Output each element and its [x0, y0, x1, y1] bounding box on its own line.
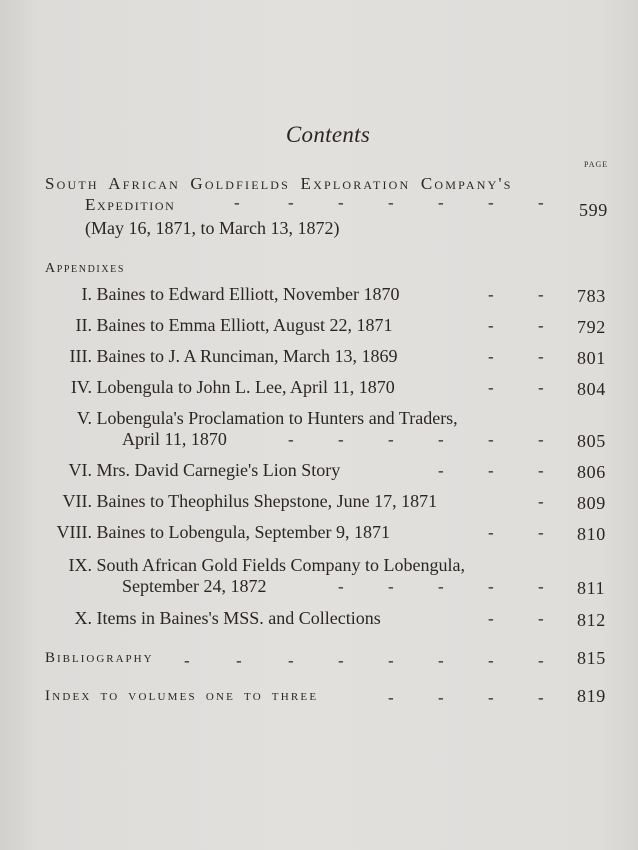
leader-dash: -: [538, 193, 544, 212]
leader-dash: -: [388, 430, 394, 449]
appendix-page: 806: [577, 462, 606, 482]
leader-dash: -: [488, 378, 494, 397]
appendix-entry: [10, 315, 393, 336]
appendix-title: Lobengula to John L. Lee, April 11, 1870: [96, 377, 395, 397]
leader-dash: -: [538, 316, 544, 335]
appendix-number: IV.: [70, 377, 92, 397]
appendix-number: VI.: [68, 460, 92, 480]
appendix-number: I.: [81, 284, 92, 304]
appendix-page: 801: [577, 348, 606, 368]
leader-dash: -: [538, 492, 544, 511]
appendix-title: Items in Baines's MSS. and Collections: [96, 608, 381, 628]
appendix-page: 805: [577, 431, 606, 451]
main-entry-line1: South African Goldfields Exploration Company's: [45, 174, 513, 193]
leader-dash: -: [488, 347, 494, 366]
leader-dash: -: [388, 193, 394, 212]
leader-dash: -: [438, 577, 444, 596]
appendix-page: 810: [577, 524, 606, 544]
appendix-title: Baines to Lobengula, September 9, 1871: [96, 522, 390, 542]
leader-dash: -: [488, 430, 494, 449]
leader-dash: -: [538, 651, 544, 670]
appendix-number: III.: [69, 346, 92, 366]
appendix-title: Baines to Emma Elliott, August 22, 1871: [96, 315, 393, 335]
appendix-page: 792: [577, 317, 606, 337]
leader-dash: -: [388, 688, 394, 707]
leader-dash: -: [388, 577, 394, 596]
page-column-label: PAGE: [584, 160, 609, 169]
appendix-entry: [10, 346, 397, 367]
leader-dash: -: [538, 688, 544, 707]
leader-dash: -: [538, 347, 544, 366]
leader-dash: -: [538, 523, 544, 542]
appendix-title: Baines to Edward Elliott, November 1870: [96, 284, 400, 304]
appendix-entry: [10, 491, 437, 512]
main-entry-page: 599: [579, 200, 608, 220]
leader-dash: -: [538, 609, 544, 628]
leader-dash: -: [438, 193, 444, 212]
appendix-title: Mrs. David Carnegie's Lion Story: [96, 460, 341, 480]
contents-title: Contents: [285, 122, 371, 147]
leader-dash: -: [438, 688, 444, 707]
leader-dash: -: [488, 577, 494, 596]
leader-dash: -: [488, 523, 494, 542]
leader-dash: -: [338, 651, 344, 670]
leader-dash: -: [438, 430, 444, 449]
leader-dash: -: [438, 461, 444, 480]
leader-dash: -: [488, 688, 494, 707]
leader-dash: -: [288, 651, 294, 670]
leader-dash: -: [488, 609, 494, 628]
appendix-number: VII.: [62, 491, 92, 511]
leader-dash: -: [488, 285, 494, 304]
appendix-title-continued: September 24, 1872: [122, 576, 267, 596]
leader-dash: -: [338, 193, 344, 212]
leader-dash: -: [288, 430, 294, 449]
appendix-entry: [10, 608, 381, 629]
leader-dash: -: [488, 461, 494, 480]
leader-dash: -: [488, 316, 494, 335]
appendix-number: V.: [76, 408, 92, 428]
leader-dash: -: [488, 651, 494, 670]
leader-dash: -: [438, 651, 444, 670]
appendix-entry: [10, 555, 465, 576]
leader-dash: -: [338, 577, 344, 596]
appendix-number: X.: [74, 608, 92, 628]
appendix-title: South African Gold Fields Company to Lobengula,: [96, 555, 465, 575]
leader-dash: -: [538, 461, 544, 480]
bibliography-label: Bibliography: [45, 650, 154, 666]
leader-dash: -: [234, 193, 240, 212]
leader-dash: -: [488, 193, 494, 212]
leader-dash: -: [538, 577, 544, 596]
leader-dash: -: [288, 193, 294, 212]
leader-dash: -: [236, 651, 242, 670]
appendix-number: VIII.: [56, 522, 92, 542]
leader-dash: -: [338, 430, 344, 449]
appendix-entry: [10, 460, 340, 481]
appendix-entry: [10, 377, 395, 398]
bibliography-page: 815: [577, 648, 606, 668]
appendix-title-continued: April 11, 1870: [122, 429, 227, 449]
leader-dash: -: [538, 285, 544, 304]
appendix-title: Baines to J. A Runciman, March 13, 1869: [96, 346, 398, 366]
leader-dash: -: [538, 430, 544, 449]
appendix-page: 811: [577, 578, 606, 598]
index-label: Index to volumes one to three: [45, 688, 319, 704]
appendix-title: Lobengula's Proclamation to Hunters and Traders,: [96, 408, 458, 428]
main-entry-line3: (May 16, 1871, to March 13, 1872): [85, 218, 340, 238]
appendix-entry: [10, 522, 390, 543]
appendixes-heading: Appendixes: [45, 261, 126, 276]
appendix-number: IX.: [68, 555, 92, 575]
index-page: 819: [577, 686, 606, 706]
appendix-page: 812: [577, 610, 606, 630]
leader-dash: -: [388, 651, 394, 670]
appendix-page: 809: [577, 493, 606, 513]
appendix-entry: [10, 408, 458, 429]
appendix-page: 783: [577, 286, 606, 306]
leader-dash: -: [538, 378, 544, 397]
leader-dash: -: [184, 651, 190, 670]
appendix-title: Baines to Theophilus Shepstone, June 17, 1871: [96, 491, 438, 511]
appendix-number: II.: [75, 315, 92, 335]
appendix-entry: [10, 284, 399, 305]
appendix-page: 804: [577, 379, 606, 399]
main-entry-line2: Expedition: [85, 195, 176, 214]
